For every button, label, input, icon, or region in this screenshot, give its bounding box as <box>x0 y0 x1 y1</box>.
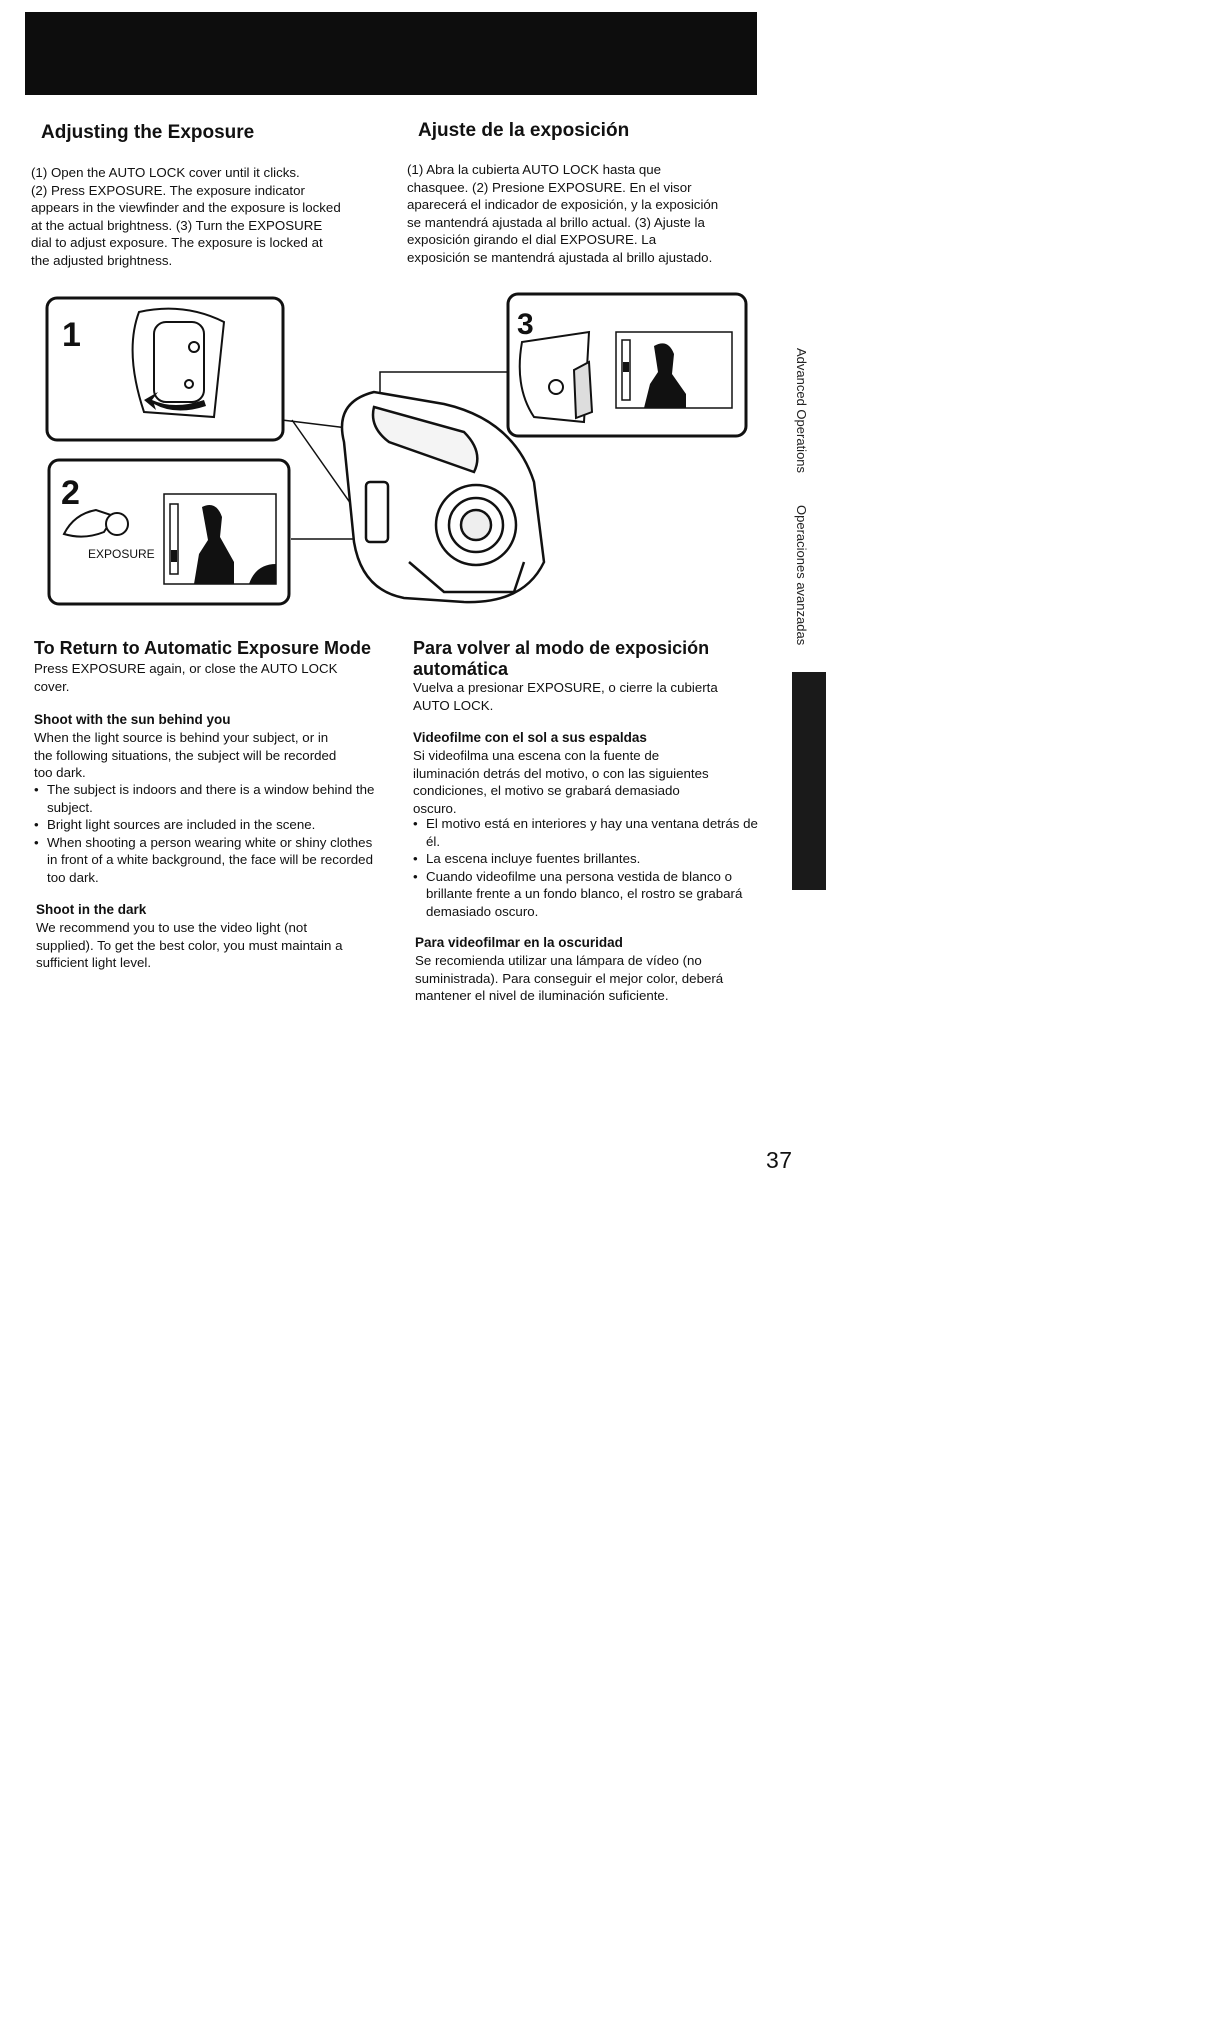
dark-title-es: Para videofilmar en la oscuridad <box>415 935 623 950</box>
section-title-en: Adjusting the Exposure <box>41 122 255 143</box>
dark-title-en: Shoot in the dark <box>36 902 147 917</box>
sun-bullets-es <box>413 815 765 920</box>
section-title-es: Ajuste de la exposición <box>418 120 630 141</box>
step-1-number: 1 <box>62 316 81 354</box>
side-tab <box>791 348 809 688</box>
side-tab-label-es: Operaciones avanzadas <box>794 504 809 645</box>
intro-text-en: (1) Open the AUTO LOCK cover until it clicks. (2) Press EXPOSURE. The exposure indicator appears in the viewfinder and the exposure is locked at the actual brightness. (3) Turn the EXPOSURE dial to adjust exposure. The exposure is locked at the adjusted brightness. <box>31 165 341 268</box>
return-title-es: Para volver al modo de exposición automática <box>413 638 710 679</box>
list-item: • El motivo está en interiores y hay una ventana detrás de él. <box>413 815 765 850</box>
intro-text-es: (1) Abra la cubierta AUTO LOCK hasta que chasquee. (2) Presione EXPOSURE. En el visor aparecerá el indicador de exposición, y la exposición se mantendrá ajustada al brillo actual. (3) Ajuste la exposición girando el dial EXPOSURE. La exposición se mantendrá ajustada al brillo ajustado. <box>407 162 719 265</box>
exposure-dial-icon <box>520 332 592 422</box>
sun-title-es: Videofilme con el sol a sus espaldas <box>413 730 647 745</box>
list-item: • The subject is indoors and there is a window behind the subject. <box>34 781 384 816</box>
step-3-number: 3 <box>517 308 534 341</box>
dark-text-en: We recommend you to use the video light (not supplied). To get the best color, you must maintain a sufficient light level. <box>36 920 343 970</box>
list-item: • Bright light sources are included in the scene. <box>34 816 384 834</box>
list-item: • Cuando videofilme una persona vestida de blanco o brillante frente a un fondo blanco, el rostro se grabará demasiado oscuro. <box>413 868 765 921</box>
step-2-number: 2 <box>61 474 80 512</box>
sun-title-en: Shoot with the sun behind you <box>34 712 231 727</box>
return-text-en: Press EXPOSURE again, or close the AUTO LOCK cover. <box>34 661 338 694</box>
side-tab-label-en: Advanced Operations <box>794 348 809 474</box>
return-text-es: Vuelva a presionar EXPOSURE, o cierre la cubierta AUTO LOCK. <box>413 680 718 713</box>
list-item: • When shooting a person wearing white or shiny clothes in front of a white background, the face will be recorded too dark. <box>34 834 384 887</box>
sun-text-en: When the light source is behind your subject, or in the following situations, the subject will be recorded too dark. <box>34 730 337 780</box>
dark-text-es: Se recomienda utilizar una lámpara de vídeo (no suministrada). Para conseguir el mejor color, deberá mantener el nivel de iluminación suficiente. <box>415 953 724 1003</box>
header-bar <box>25 12 757 95</box>
sun-bullets-en <box>34 781 384 886</box>
page-number: 37 <box>766 1147 793 1173</box>
exposure-illustration <box>44 292 759 610</box>
exposure-button-label: EXPOSURE <box>88 547 155 561</box>
sun-text-es: Si videofilma una escena con la fuente de iluminación detrás del motivo, o con las siguientes condiciones, el motivo se grabará demasiado oscuro. <box>413 748 709 816</box>
section-marker <box>792 672 826 890</box>
return-title-en: To Return to Automatic Exposure Mode <box>34 638 372 658</box>
exposure-indicator <box>170 504 178 574</box>
list-item: • La escena incluye fuentes brillantes. <box>413 850 765 868</box>
